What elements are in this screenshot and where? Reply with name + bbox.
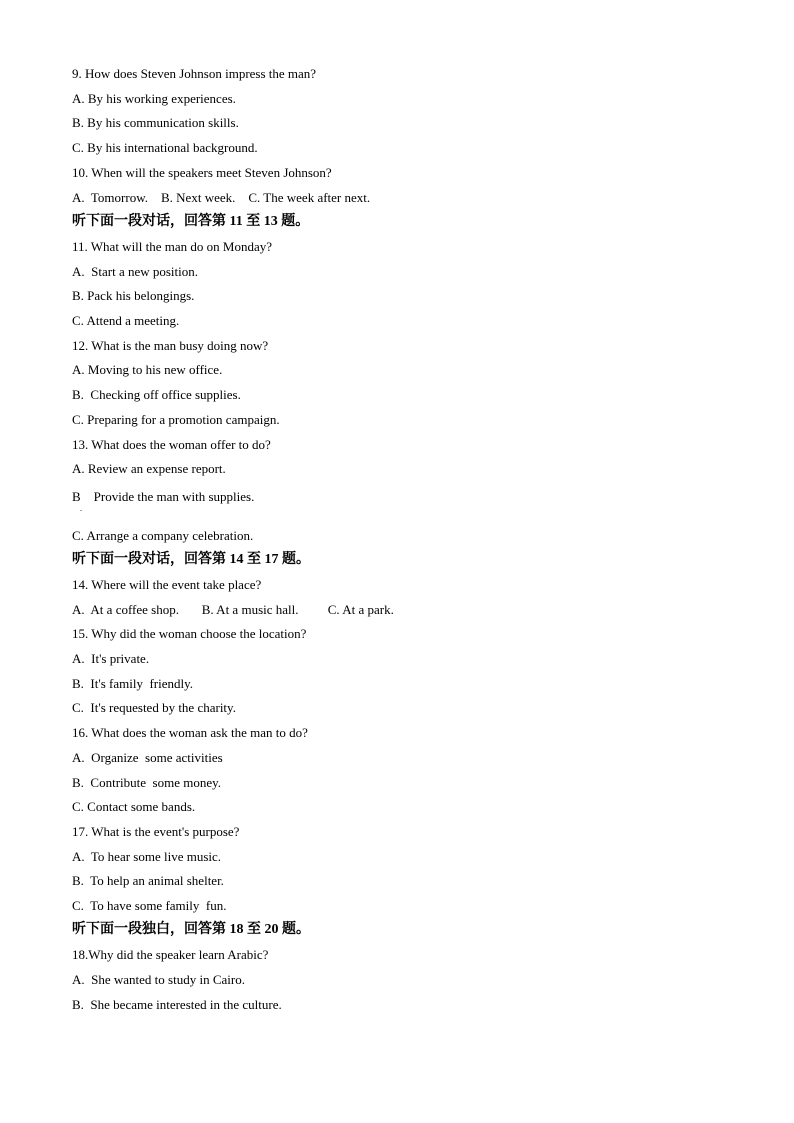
q10-options: A. Tomorrow. B. Next week. C. The week after next. xyxy=(72,190,371,205)
q17-option-a: A. To hear some live music. xyxy=(72,849,222,864)
q15-option-b: B. It's family friendly. xyxy=(72,676,194,691)
q9-option-a: A. By his working experiences. xyxy=(72,91,236,106)
q11-option-c: C. Attend a meeting. xyxy=(72,313,180,328)
question-14: 14. Where will the event take place? xyxy=(72,577,262,592)
question-16: 16. What does the woman ask the man to do? xyxy=(72,725,308,740)
question-9: 9. How does Steven Johnson impress the man? xyxy=(72,66,317,81)
q16-option-b: B. Contribute some money. xyxy=(72,775,222,790)
q11-option-a: A. Start a new position. xyxy=(72,264,199,279)
question-13: 13. What does the woman offer to do? xyxy=(72,437,271,452)
q16-option-a: A. Organize some activities xyxy=(72,750,223,765)
q17-option-c: C. To have some family fun. xyxy=(72,898,227,913)
q13-option-a: A. Review an expense report. xyxy=(72,461,226,476)
q18-option-b: B. She became interested in the culture. xyxy=(72,997,282,1012)
q17-option-b: B. To help an animal shelter. xyxy=(72,873,224,888)
section-heading-11-13: 听下面一段对话，回答第 11 至 13 题。 xyxy=(72,214,310,229)
question-18: 18.Why did the speaker learn Arabic? xyxy=(72,947,269,962)
question-12: 12. What is the man busy doing now? xyxy=(72,338,269,353)
q9-option-b: B. By his communication skills. xyxy=(72,115,239,130)
section-heading-14-17: 听下面一段对话，回答第 14 至 17 题。 xyxy=(72,552,310,567)
section-heading-18-20: 听下面一段独白，回答第 18 至 20 题。 xyxy=(72,922,310,937)
q13-option-c: C. Arrange a company celebration. xyxy=(72,528,254,543)
stray-dot: . xyxy=(80,504,82,513)
q12-option-a: A. Moving to his new office. xyxy=(72,362,223,377)
question-10: 10. When will the speakers meet Steven Johnson? xyxy=(72,165,332,180)
question-11: 11. What will the man do on Monday? xyxy=(72,239,273,254)
q15-option-a: A. It's private. xyxy=(72,651,150,666)
q9-option-c: C. By his international background. xyxy=(72,140,258,155)
q14-options: A. At a coffee shop. B. At a music hall. C. At a park. xyxy=(72,602,394,617)
q13-option-b: B Provide the man with supplies. xyxy=(72,489,255,504)
q15-option-c: C. It's requested by the charity. xyxy=(72,700,236,715)
question-17: 17. What is the event's purpose? xyxy=(72,824,240,839)
q11-option-b: B. Pack his belongings. xyxy=(72,288,195,303)
q12-option-b: B. Checking off office supplies. xyxy=(72,387,241,402)
q12-option-c: C. Preparing for a promotion campaign. xyxy=(72,412,280,427)
question-15: 15. Why did the woman choose the location? xyxy=(72,626,307,641)
q18-option-a: A. She wanted to study in Cairo. xyxy=(72,972,245,987)
q16-option-c: C. Contact some bands. xyxy=(72,799,196,814)
